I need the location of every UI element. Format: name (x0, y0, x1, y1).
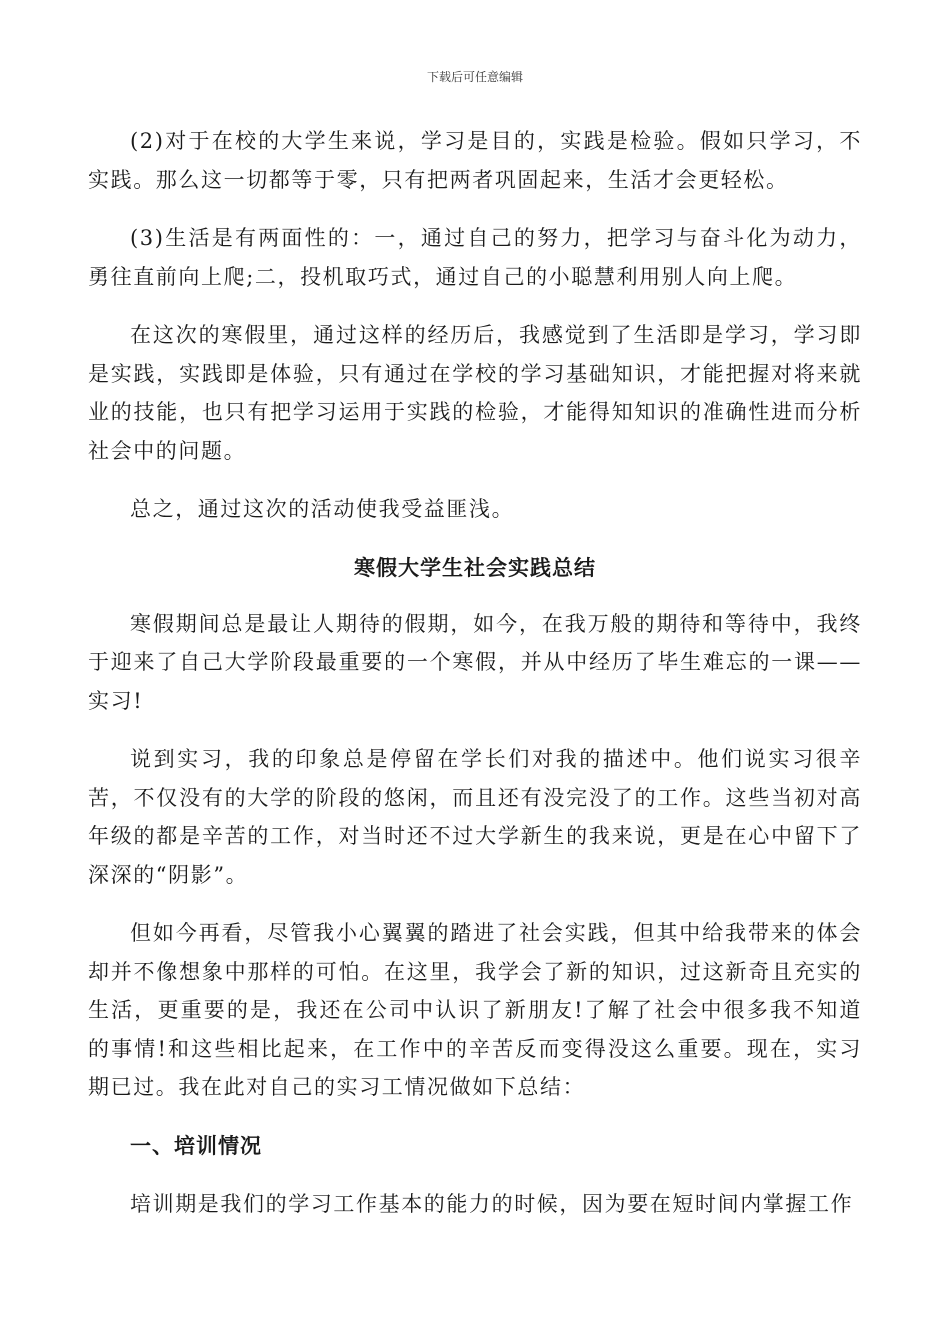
subheading-training: 一、培训情况 (130, 1133, 262, 1158)
paragraph-conclusion: 总之，通过这次的活动使我受益匪浅。 (130, 497, 515, 521)
paragraph-point-3: (3)生活是有两面性的：一，通过自己的努力，把学习与奋斗化为动力，勇往直前向上爬;二，投机取巧式，通过自己的小聪慧利用别人向上爬。 (88, 226, 862, 289)
paragraph-training: 培训期是我们的学习工作基本的能力的时候，因为要在短时间内掌握工作 (130, 1191, 854, 1216)
paragraph-intro: 寒假期间总是最让人期待的假期，如今，在我万般的期待和等待中，我终于迎来了自己大学阶段最重要的一个寒假，并从中经历了毕生难忘的一课——实习! (88, 611, 862, 713)
document-body (88, 122, 862, 1243)
paragraph-impression: 说到实习，我的印象总是停留在学长们对我的描述中。他们说实习很辛苦，不仅没有的大学的阶段的悠闲，而且还有没完没了的工作。这些当初对高年级的都是辛苦的工作，对当时还不过大学新生的我来说，更是在心中留下了深深的“阴影”。 (88, 747, 862, 887)
section-title: 寒假大学生社会实践总结 (354, 555, 596, 580)
paragraph-point-2: (2)对于在校的大学生来说，学习是目的，实践是检验。假如只学习，不实践。那么这一切都等于零，只有把两者巩固起来，生活才会更轻松。 (88, 129, 862, 192)
paragraph-reflection: 在这次的寒假里，通过这样的经历后，我感觉到了生活即是学习，学习即是实践，实践即是体验，只有通过在学校的学习基础知识，才能把握对将来就业的技能，也只有把学习运用于实践的检验，才能得知知识的准确性进而分析社会中的问题。 (88, 323, 862, 463)
paragraph-experience: 但如今再看，尽管我小心翼翼的踏进了社会实践，但其中给我带来的体会却并不像想象中那样的可怕。在这里，我学会了新的知识，过这新奇且充实的生活，更重要的是，我还在公司中认识了新朋友!了解了社会中很多我不知道的事情!和这些相比起来，在工作中的辛苦反而变得没这么重要。现在，实习期已过。我在此对自己的实习工情况做如下总结： (88, 921, 862, 1099)
header-note: 下载后可任意编辑 (426, 70, 523, 84)
